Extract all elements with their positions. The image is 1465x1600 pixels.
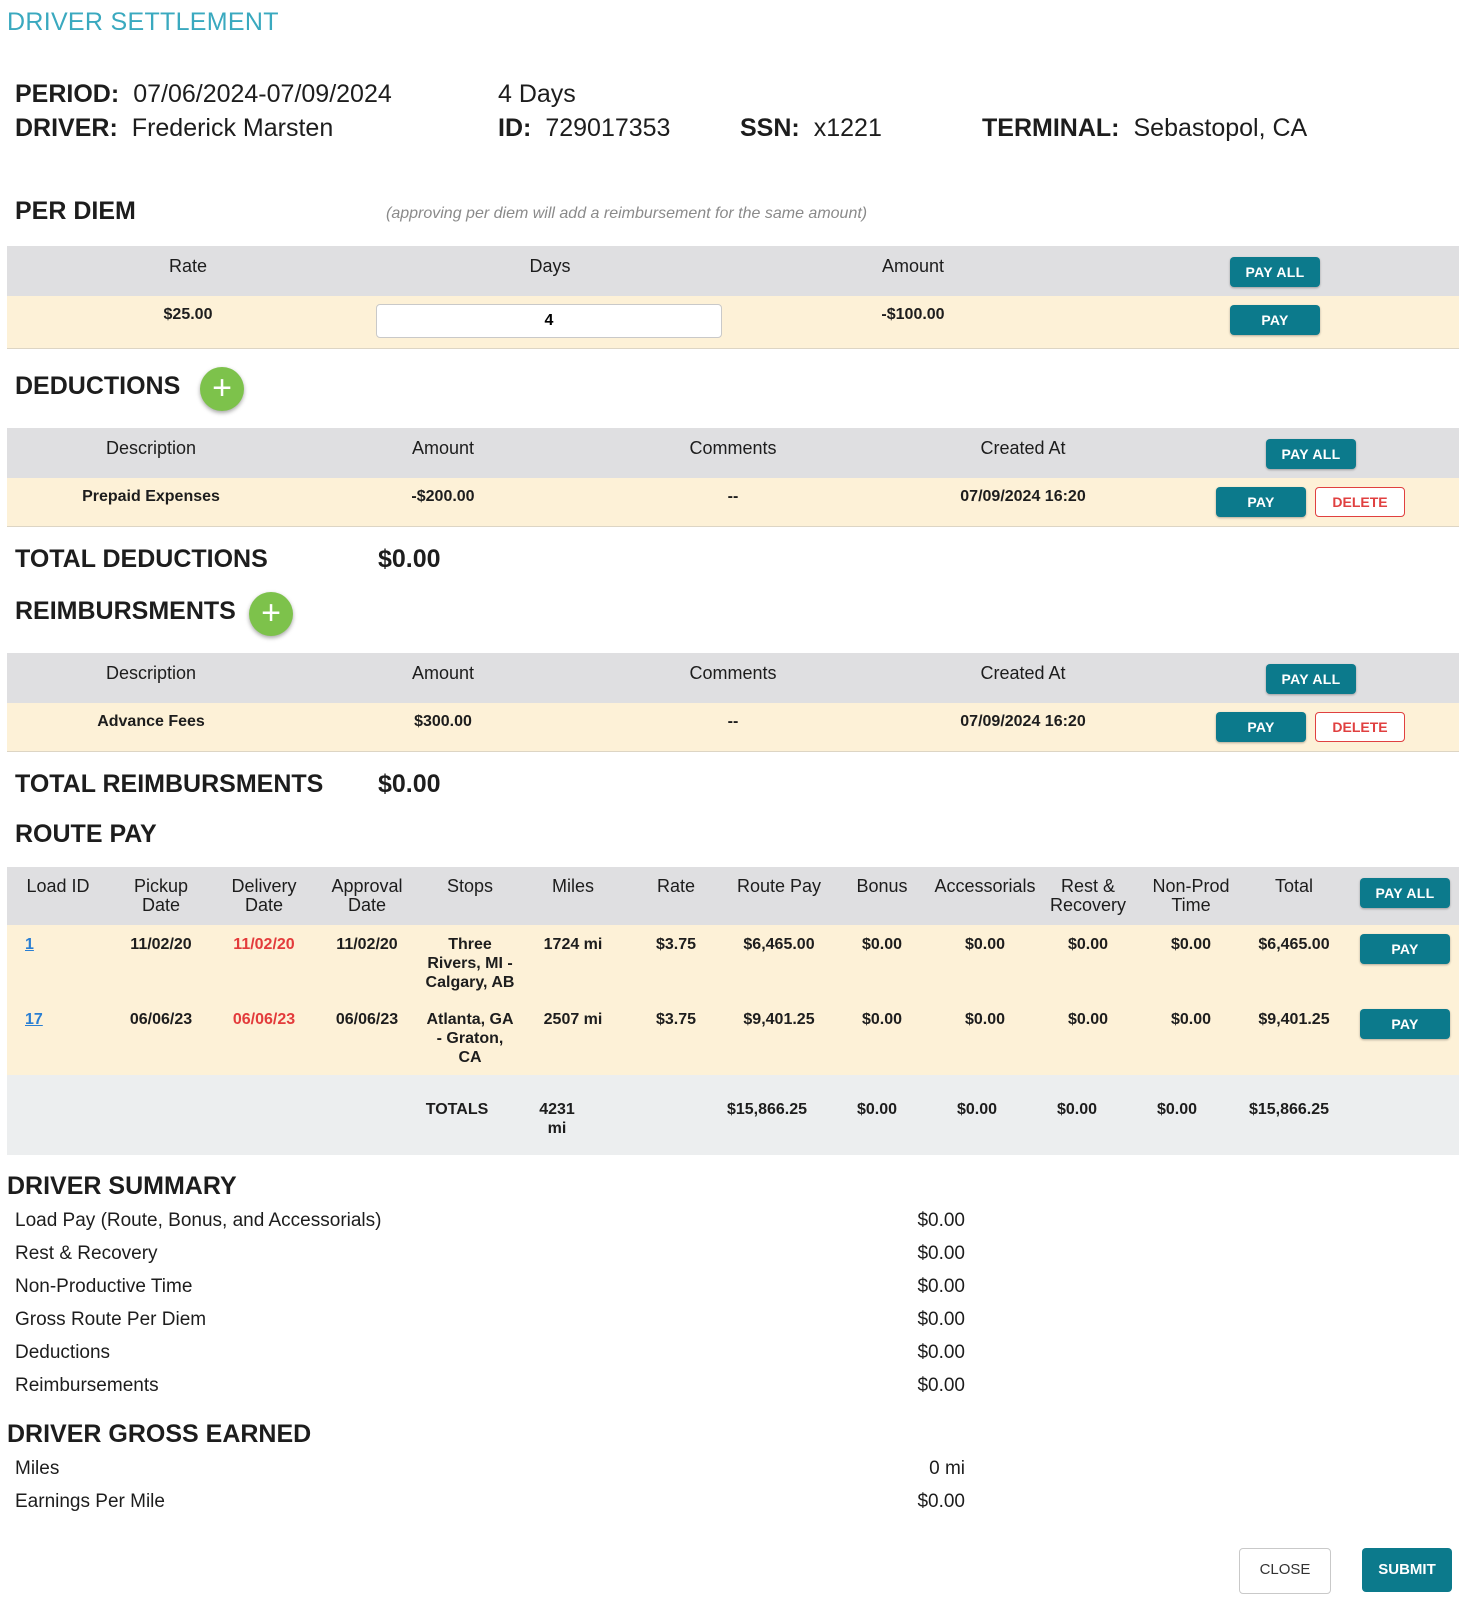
deduction-created-at: 07/09/2024 16:20: [960, 488, 1086, 505]
route-pay-all-button[interactable]: PAY ALL: [1360, 878, 1450, 908]
deduction-pay-button[interactable]: PAY: [1216, 487, 1306, 517]
days-count: 4 Days: [498, 80, 576, 108]
deduction-description: Prepaid Expenses: [82, 488, 220, 505]
load-id-link[interactable]: 17: [25, 1011, 43, 1028]
route-pay-header: [7, 867, 1459, 925]
period-value: 07/06/2024-07/09/2024: [133, 80, 392, 108]
terminal-label: TERMINAL:: [982, 114, 1120, 142]
gross-label: Earnings Per Mile: [15, 1491, 165, 1512]
col-load-id: Load ID: [26, 876, 90, 896]
non-prod-time: $0.00: [1170, 1011, 1212, 1028]
route-pay-title: ROUTE PAY: [15, 820, 157, 848]
accessorials: $0.00: [964, 936, 1006, 953]
route-row: [7, 1000, 1459, 1076]
add-reimbursement-button[interactable]: [249, 592, 293, 636]
close-button[interactable]: CLOSE: [1239, 1548, 1331, 1594]
summary-label: Gross Route Per Diem: [15, 1309, 207, 1330]
add-deduction-button[interactable]: [200, 367, 244, 411]
rate: $3.75: [655, 936, 697, 953]
delivery-date: 11/02/20: [233, 936, 295, 953]
bonus: $0.00: [861, 936, 903, 953]
summary-value: $0.00: [917, 1375, 965, 1396]
summary-value: $0.00: [917, 1309, 965, 1330]
summary-label: Rest & Recovery: [15, 1243, 158, 1264]
col-rest-recovery: Rest & Recovery: [1049, 876, 1127, 915]
driver-label: DRIVER:: [15, 114, 118, 142]
totals-non-prod-time: $0.00: [1156, 1101, 1198, 1118]
driver-gross-title: DRIVER GROSS EARNED: [7, 1420, 312, 1448]
summary-value: $0.00: [917, 1210, 965, 1231]
summary-label: Load Pay (Route, Bonus, and Accessorials): [15, 1210, 382, 1231]
deduction-row: [7, 478, 1459, 527]
summary-label: Deductions: [15, 1342, 111, 1363]
col-description: Description: [105, 438, 197, 458]
terminal-value: Sebastopol, CA: [1133, 114, 1308, 142]
rest-recovery: $0.00: [1067, 936, 1109, 953]
driver-summary-title: DRIVER SUMMARY: [7, 1172, 237, 1200]
per-diem-row: [7, 296, 1459, 349]
totals-total: $15,866.25: [1248, 1101, 1330, 1118]
driver-info: [15, 114, 333, 143]
miles: 1724 mi: [543, 936, 603, 953]
col-bonus: Bonus: [856, 876, 908, 896]
col-accessorials: Accessorials: [934, 876, 1036, 896]
reimbursements-title: REIMBURSMENTS: [15, 597, 236, 625]
ssn-info: [740, 114, 882, 143]
deduction-amount: -$200.00: [411, 488, 475, 505]
id-label: ID:: [498, 114, 532, 142]
period-label: PERIOD:: [15, 80, 120, 108]
rest-recovery: $0.00: [1067, 1011, 1109, 1028]
col-route-pay: Route Pay: [736, 876, 822, 896]
total-reimbursements-value: $0.00: [378, 770, 441, 798]
totals-miles: 4231 mi: [539, 1101, 575, 1137]
route-pay: $6,465.00: [743, 936, 815, 953]
pickup-date: 06/06/23: [129, 1011, 193, 1028]
accessorials: $0.00: [964, 1011, 1006, 1028]
deductions-header: [7, 428, 1459, 478]
id-info: [498, 114, 670, 143]
reimbursement-amount: $300.00: [414, 713, 472, 730]
summary-value: $0.00: [917, 1342, 965, 1363]
reimbursements-pay-all-button[interactable]: PAY ALL: [1266, 664, 1356, 694]
col-description: Description: [105, 663, 197, 683]
reimbursement-pay-button[interactable]: PAY: [1216, 712, 1306, 742]
per-diem-rate: $25.00: [163, 306, 213, 323]
gross-label: Miles: [15, 1458, 60, 1479]
plus-icon: +: [212, 369, 232, 407]
driver-value: Frederick Marsten: [131, 114, 334, 142]
col-miles: Miles: [551, 876, 595, 896]
col-comments: Comments: [689, 663, 777, 683]
col-pickup-date: Pickup Date: [133, 876, 189, 915]
deduction-comments: --: [727, 488, 739, 505]
summary-value: $0.00: [917, 1243, 965, 1264]
per-diem-amount: -$100.00: [881, 306, 945, 323]
terminal-info: [982, 114, 1307, 143]
non-prod-time: $0.00: [1170, 936, 1212, 953]
row-total: $6,465.00: [1258, 936, 1330, 953]
col-total: Total: [1274, 876, 1314, 896]
reimbursement-description: Advance Fees: [97, 713, 205, 730]
reimbursement-row: [7, 703, 1459, 752]
id-value: 729017353: [545, 114, 671, 142]
totals-bonus: $0.00: [856, 1101, 898, 1118]
col-days: Days: [529, 256, 571, 276]
stops: Three Rivers, MI - Calgary, AB: [425, 936, 515, 991]
approval-date: 11/02/20: [336, 936, 398, 953]
col-rate: Rate: [656, 876, 696, 896]
reimbursements-header: [7, 653, 1459, 703]
totals-accessorials: $0.00: [956, 1101, 998, 1118]
summary-value: $0.00: [917, 1276, 965, 1297]
load-id-link[interactable]: 1: [25, 936, 34, 953]
per-diem-pay-all-button[interactable]: PAY ALL: [1230, 257, 1320, 287]
row-total: $9,401.25: [1258, 1011, 1330, 1028]
col-delivery-date: Delivery Date: [231, 876, 297, 915]
reimbursement-delete-button[interactable]: DELETE: [1315, 712, 1405, 742]
col-amount: Amount: [411, 438, 475, 458]
col-comments: Comments: [689, 438, 777, 458]
bonus: $0.00: [861, 1011, 903, 1028]
gross-value: 0 mi: [929, 1458, 965, 1479]
col-created-at: Created At: [980, 438, 1066, 458]
deduction-delete-button[interactable]: DELETE: [1315, 487, 1405, 517]
deductions-pay-all-button[interactable]: PAY ALL: [1266, 439, 1356, 469]
delivery-date: 06/06/23: [232, 1011, 296, 1028]
page-title: DRIVER SETTLEMENT: [7, 8, 279, 36]
route-pay-button[interactable]: PAY: [1360, 1009, 1450, 1039]
route-pay-button[interactable]: PAY: [1360, 934, 1450, 964]
period-info: [15, 80, 392, 109]
col-rate: Rate: [168, 256, 208, 276]
per-diem-days-input[interactable]: [376, 304, 722, 338]
per-diem-note: (approving per diem will add a reimbursement for the same amount): [386, 205, 868, 222]
col-amount: Amount: [881, 256, 945, 276]
col-amount: Amount: [411, 663, 475, 683]
plus-icon: +: [261, 594, 281, 632]
col-stops: Stops: [446, 876, 494, 896]
total-deductions-value: $0.00: [378, 545, 441, 573]
gross-value: $0.00: [917, 1491, 965, 1512]
totals-rest-recovery: $0.00: [1056, 1101, 1098, 1118]
ssn-label: SSN:: [740, 114, 800, 142]
summary-label: Reimbursements: [15, 1375, 159, 1396]
summary-label: Non-Productive Time: [15, 1276, 193, 1297]
col-approval-date: Approval Date: [331, 876, 403, 915]
stops: Atlanta, GA - Graton, CA: [426, 1011, 514, 1066]
total-deductions-label: TOTAL DEDUCTIONS: [15, 545, 268, 573]
route-totals-row: [7, 1075, 1459, 1155]
per-diem-title: PER DIEM: [15, 197, 136, 225]
totals-label: TOTALS: [425, 1101, 489, 1118]
route-pay: $9,401.25: [743, 1011, 815, 1028]
miles: 2507 mi: [543, 1011, 603, 1028]
route-row: [7, 925, 1459, 1001]
col-non-prod-time: Non-Prod Time: [1152, 876, 1230, 915]
ssn-value: x1221: [813, 114, 882, 142]
pickup-date: 11/02/20: [130, 936, 192, 953]
submit-button[interactable]: SUBMIT: [1362, 1548, 1452, 1592]
rate: $3.75: [655, 1011, 697, 1028]
per-diem-pay-button[interactable]: PAY: [1230, 305, 1320, 335]
total-reimbursements-label: TOTAL REIMBURSMENTS: [15, 770, 324, 798]
totals-route-pay: $15,866.25: [726, 1101, 808, 1118]
reimbursement-created-at: 07/09/2024 16:20: [960, 713, 1086, 730]
col-created-at: Created At: [980, 663, 1066, 683]
reimbursement-comments: --: [727, 713, 739, 730]
approval-date: 06/06/23: [335, 1011, 399, 1028]
per-diem-header: [7, 246, 1459, 296]
deductions-title: DEDUCTIONS: [15, 372, 181, 400]
